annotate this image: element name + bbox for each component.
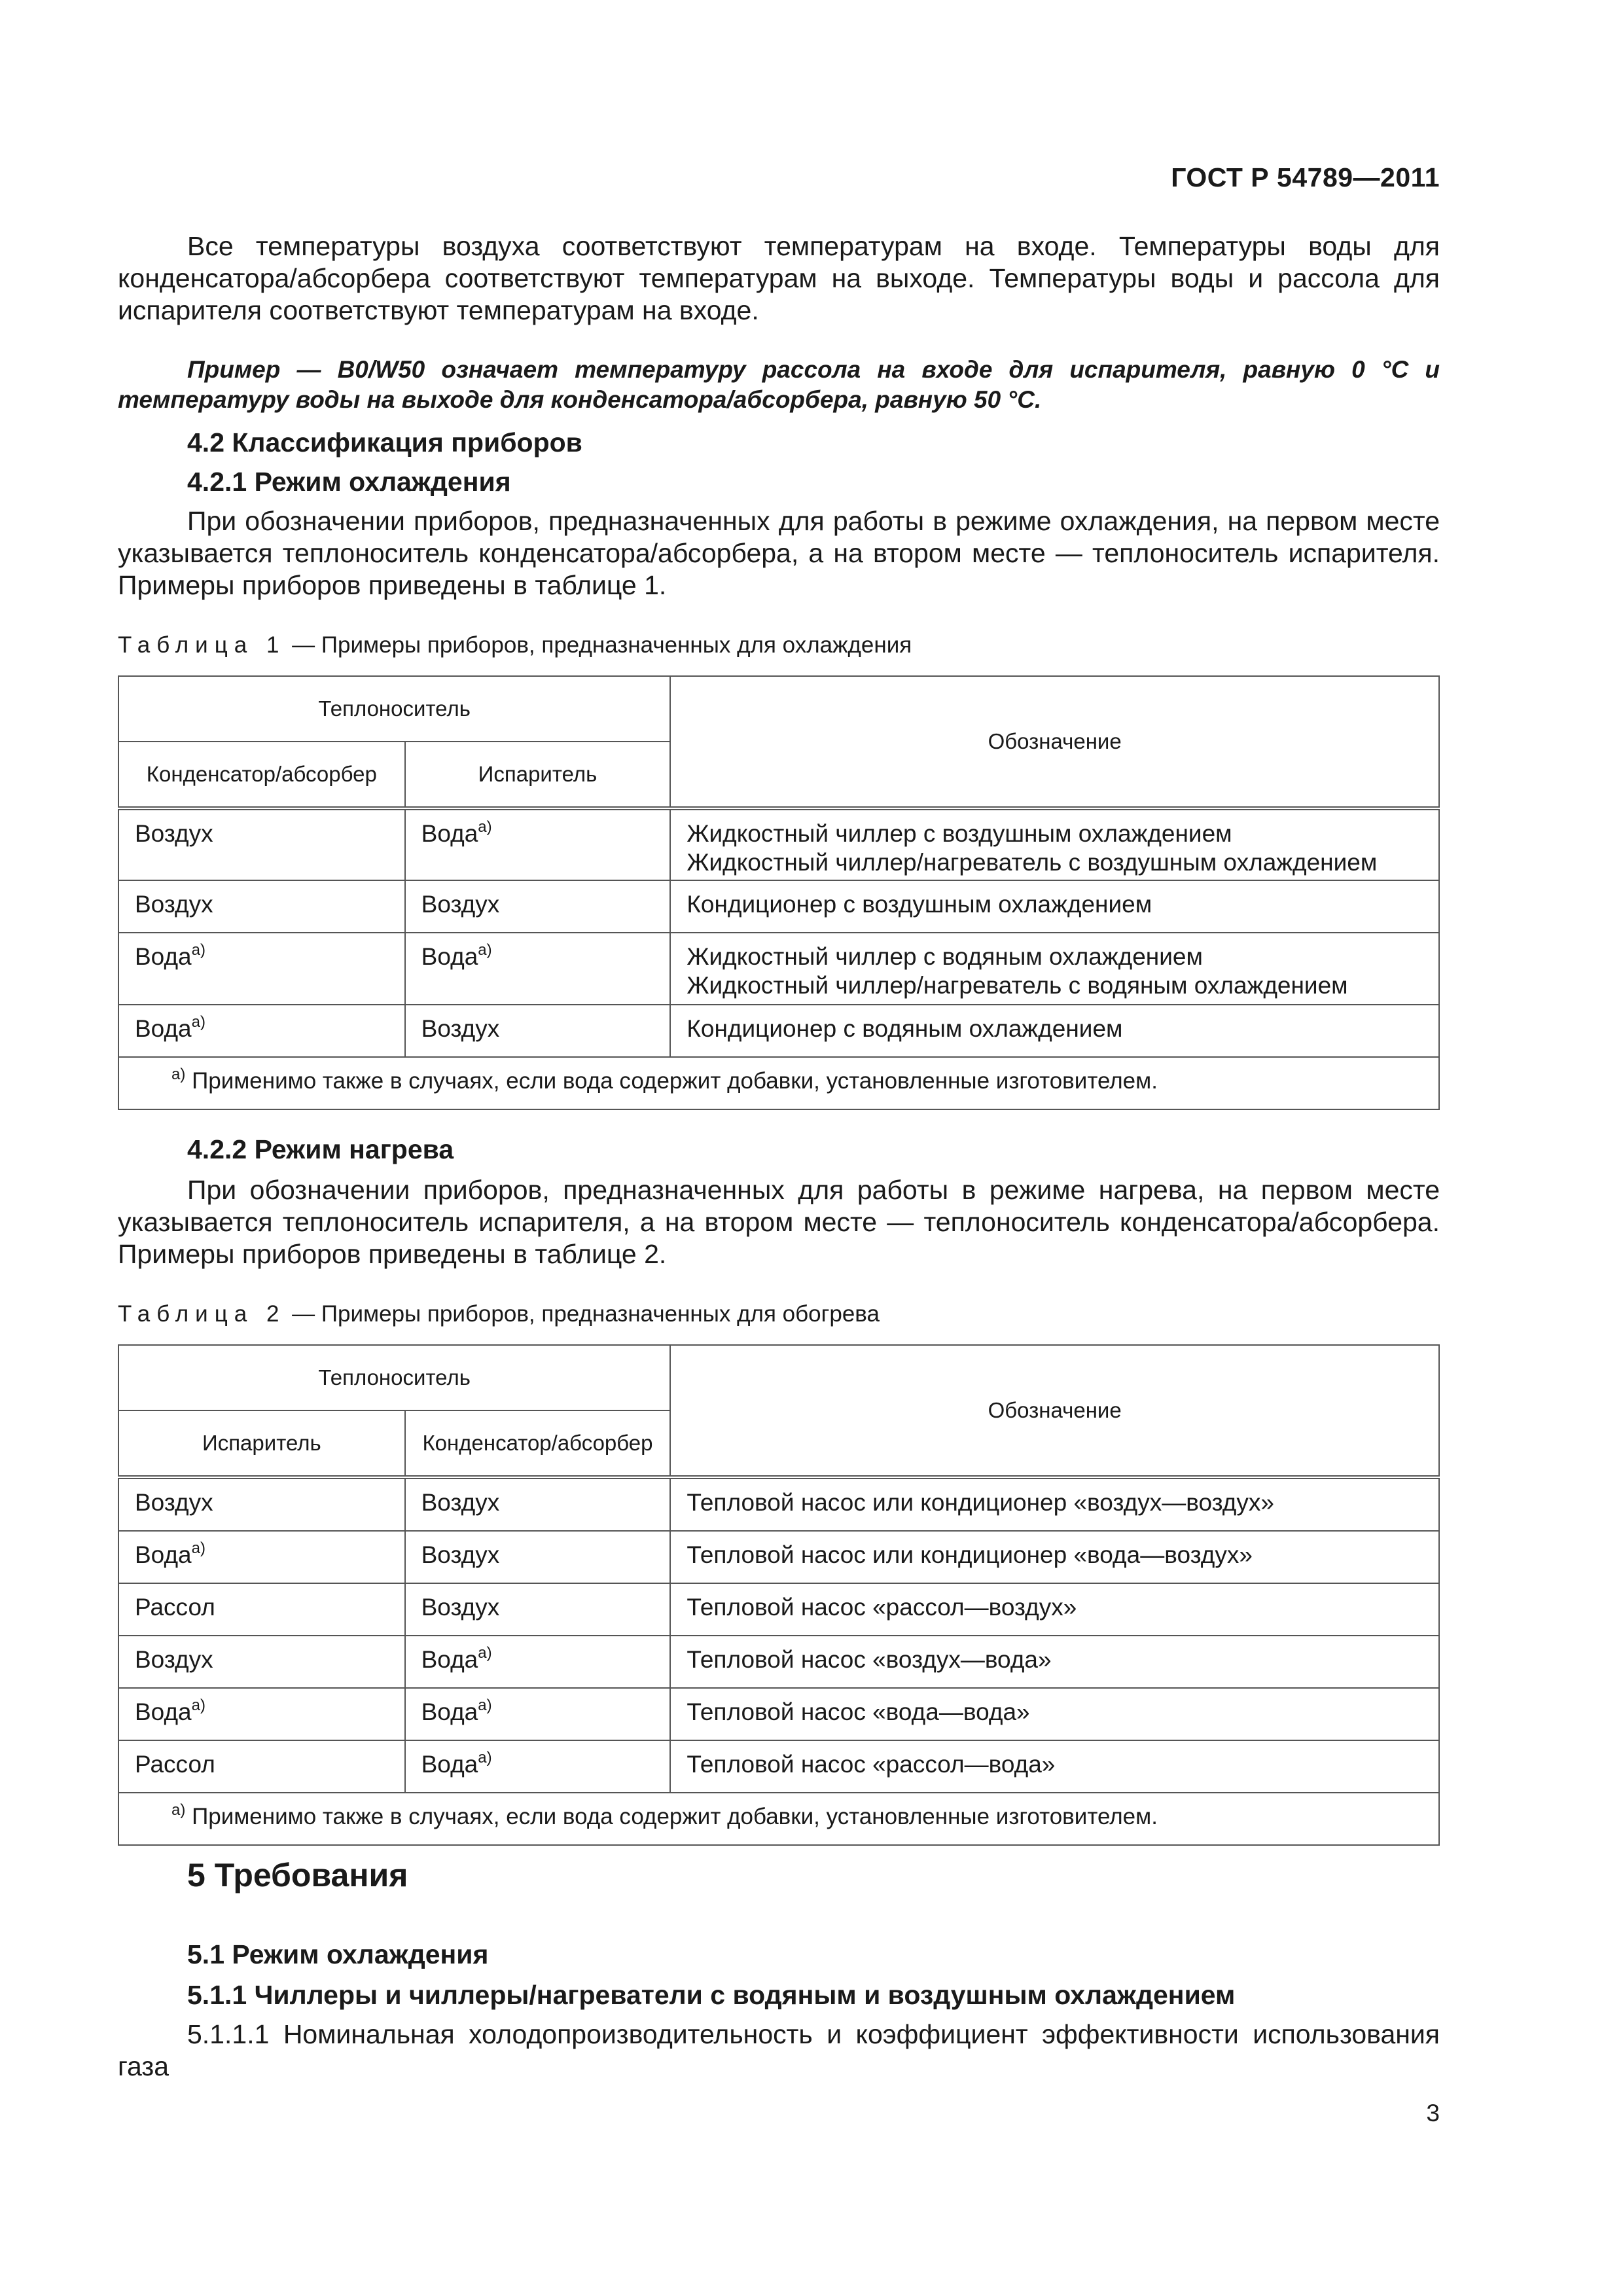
table-row xyxy=(118,1005,1439,1057)
table1-footnote: $^{а)}$ Применимо также в случаях, если вода содержит добавки, установленные изготовителем. xyxy=(118,1057,1439,1109)
table2 xyxy=(118,1344,1440,1846)
table-footnote-row xyxy=(118,1793,1439,1845)
table1-caption-text: — Примеры приборов, предназначенных для охлаждения xyxy=(285,632,912,658)
table-row xyxy=(118,933,1439,1005)
page-number: 3 xyxy=(1426,2100,1440,2126)
section-4-2-1-title: 4.2.1 Режим охлаждения xyxy=(187,467,511,497)
table1-head-col1: Конденсатор/абсорбер xyxy=(118,742,405,808)
table-cell: Тепловой насос «воздух—вода» xyxy=(670,1636,1439,1688)
document-header: ГОСТ Р 54789—2011 xyxy=(1171,162,1440,192)
table-row xyxy=(118,1583,1439,1636)
section-5-title: 5 Требования xyxy=(187,1857,408,1893)
section-5-1-title: 5.1 Режим охлаждения xyxy=(187,1939,489,1969)
table-cell: Жидкостный чиллер с водяным охлаждением Жидкостный чиллер/нагреватель с водяным охлаждением xyxy=(670,933,1439,1005)
table-cell: Рассол xyxy=(118,1740,405,1793)
table-row xyxy=(118,1740,1439,1793)
table-cell: Воздух xyxy=(405,880,671,933)
table-cell: Воздух xyxy=(118,880,405,933)
table-cell: Воздух xyxy=(405,1005,671,1057)
table-row xyxy=(118,1531,1439,1583)
table-cell: Вода$^{а)}$ xyxy=(118,1005,405,1057)
table-cell: Вода$^{а)}$ xyxy=(405,1688,671,1740)
table-cell: Вода$^{а)}$ xyxy=(405,1636,671,1688)
table1-head-group: Теплоноситель xyxy=(118,676,670,742)
table2-head-col3: Обозначение xyxy=(670,1345,1439,1477)
table-cell: Кондиционер с воздушным охлаждением xyxy=(670,880,1439,933)
table-footnote-row xyxy=(118,1057,1439,1109)
table-cell: Тепловой насос или кондиционер «вода—воздух» xyxy=(670,1531,1439,1583)
section-5-1-1-1-text: 5.1.1.1 Номинальная холодопроизводительность и коэффициент эффективности использования газа xyxy=(118,2019,1440,2081)
table-cell: Рассол xyxy=(118,1583,405,1636)
table2-head-group: Теплоноситель xyxy=(118,1345,670,1410)
section-5-1-1-title: 5.1.1 Чиллеры и чиллеры/нагреватели с водяным и воздушным охлаждением xyxy=(187,1980,1236,2010)
table1-head-col2: Испаритель xyxy=(405,742,671,808)
table1 xyxy=(118,675,1440,1110)
section-4-2-title: 4.2 Классификация приборов xyxy=(187,427,582,457)
table-cell: Тепловой насос «рассол—вода» xyxy=(670,1740,1439,1793)
table-cell: Воздух xyxy=(405,1531,671,1583)
table-row xyxy=(118,1688,1439,1740)
table-cell: Тепловой насос или кондиционер «воздух—воздух» xyxy=(670,1477,1439,1531)
table-row xyxy=(118,1477,1439,1531)
table-cell: Вода$^{а)}$ xyxy=(405,808,671,880)
table-cell: Тепловой насос «вода—вода» xyxy=(670,1688,1439,1740)
table-cell: Вода$^{а)}$ xyxy=(118,1688,405,1740)
table-cell: Вода$^{а)}$ xyxy=(405,933,671,1005)
table-cell: Воздух xyxy=(118,808,405,880)
table-cell: Жидкостный чиллер с воздушным охлаждением Жидкостный чиллер/нагреватель с воздушным охлаждением xyxy=(670,808,1439,880)
table2-head-col2: Конденсатор/абсорбер xyxy=(405,1410,671,1477)
table2-caption-label: Таблица 2 xyxy=(118,1301,286,1327)
intro-paragraph: Все температуры воздуха соответствуют температурам на входе. Температуры воды для конденсатора/абсорбера соответствуют температурам на выходе. Температуры воды и рассола для испарителя соответствуют температурам на входе. xyxy=(118,231,1440,325)
table-cell: Воздух xyxy=(118,1636,405,1688)
table1-head-col3: Обозначение xyxy=(670,676,1439,808)
table1-caption xyxy=(118,632,912,658)
table2-caption xyxy=(118,1301,880,1327)
example-note: Пример — B0/W50 означает температуру рассола на входе для испарителя, равную 0 °C и температуру воды на выходе для конденсатора/абсорбера, равную 50 °C. xyxy=(118,356,1440,413)
table2-head-col1: Испаритель xyxy=(118,1410,405,1477)
table-cell: Воздух xyxy=(405,1477,671,1531)
table-cell: Воздух xyxy=(118,1477,405,1531)
table-cell: Тепловой насос «рассол—воздух» xyxy=(670,1583,1439,1636)
table-cell: Вода$^{а)}$ xyxy=(118,933,405,1005)
table-cell: Воздух xyxy=(405,1583,671,1636)
section-4-2-2-title: 4.2.2 Режим нагрева xyxy=(187,1134,454,1164)
section-4-2-2-text: При обозначении приборов, предназначенных для работы в режиме нагрева, на первом месте указывается теплоноситель испарителя, а на втором месте — теплоноситель конденсатора/абсорбера. Примеры приборов приведены в таблице 2. xyxy=(118,1175,1440,1269)
table2-footnote: $^{а)}$ Применимо также в случаях, если вода содержит добавки, установленные изготовителем. xyxy=(118,1793,1439,1845)
table-cell: Вода$^{а)}$ xyxy=(405,1740,671,1793)
table-row xyxy=(118,1636,1439,1688)
table-cell: Вода$^{а)}$ xyxy=(118,1531,405,1583)
table1-caption-label: Таблица 1 xyxy=(118,632,286,658)
table-row xyxy=(118,880,1439,933)
section-4-2-1-text: При обозначении приборов, предназначенных для работы в режиме охлаждения, на первом месте указывается теплоноситель конденсатора/абсорбера, а на втором месте — теплоноситель испарителя. Примеры приборов приведены в таблице 1. xyxy=(118,506,1440,600)
table-cell: Кондиционер с водяным охлаждением xyxy=(670,1005,1439,1057)
table2-caption-text: — Примеры приборов, предназначенных для обогрева xyxy=(285,1301,880,1327)
table-row xyxy=(118,808,1439,880)
